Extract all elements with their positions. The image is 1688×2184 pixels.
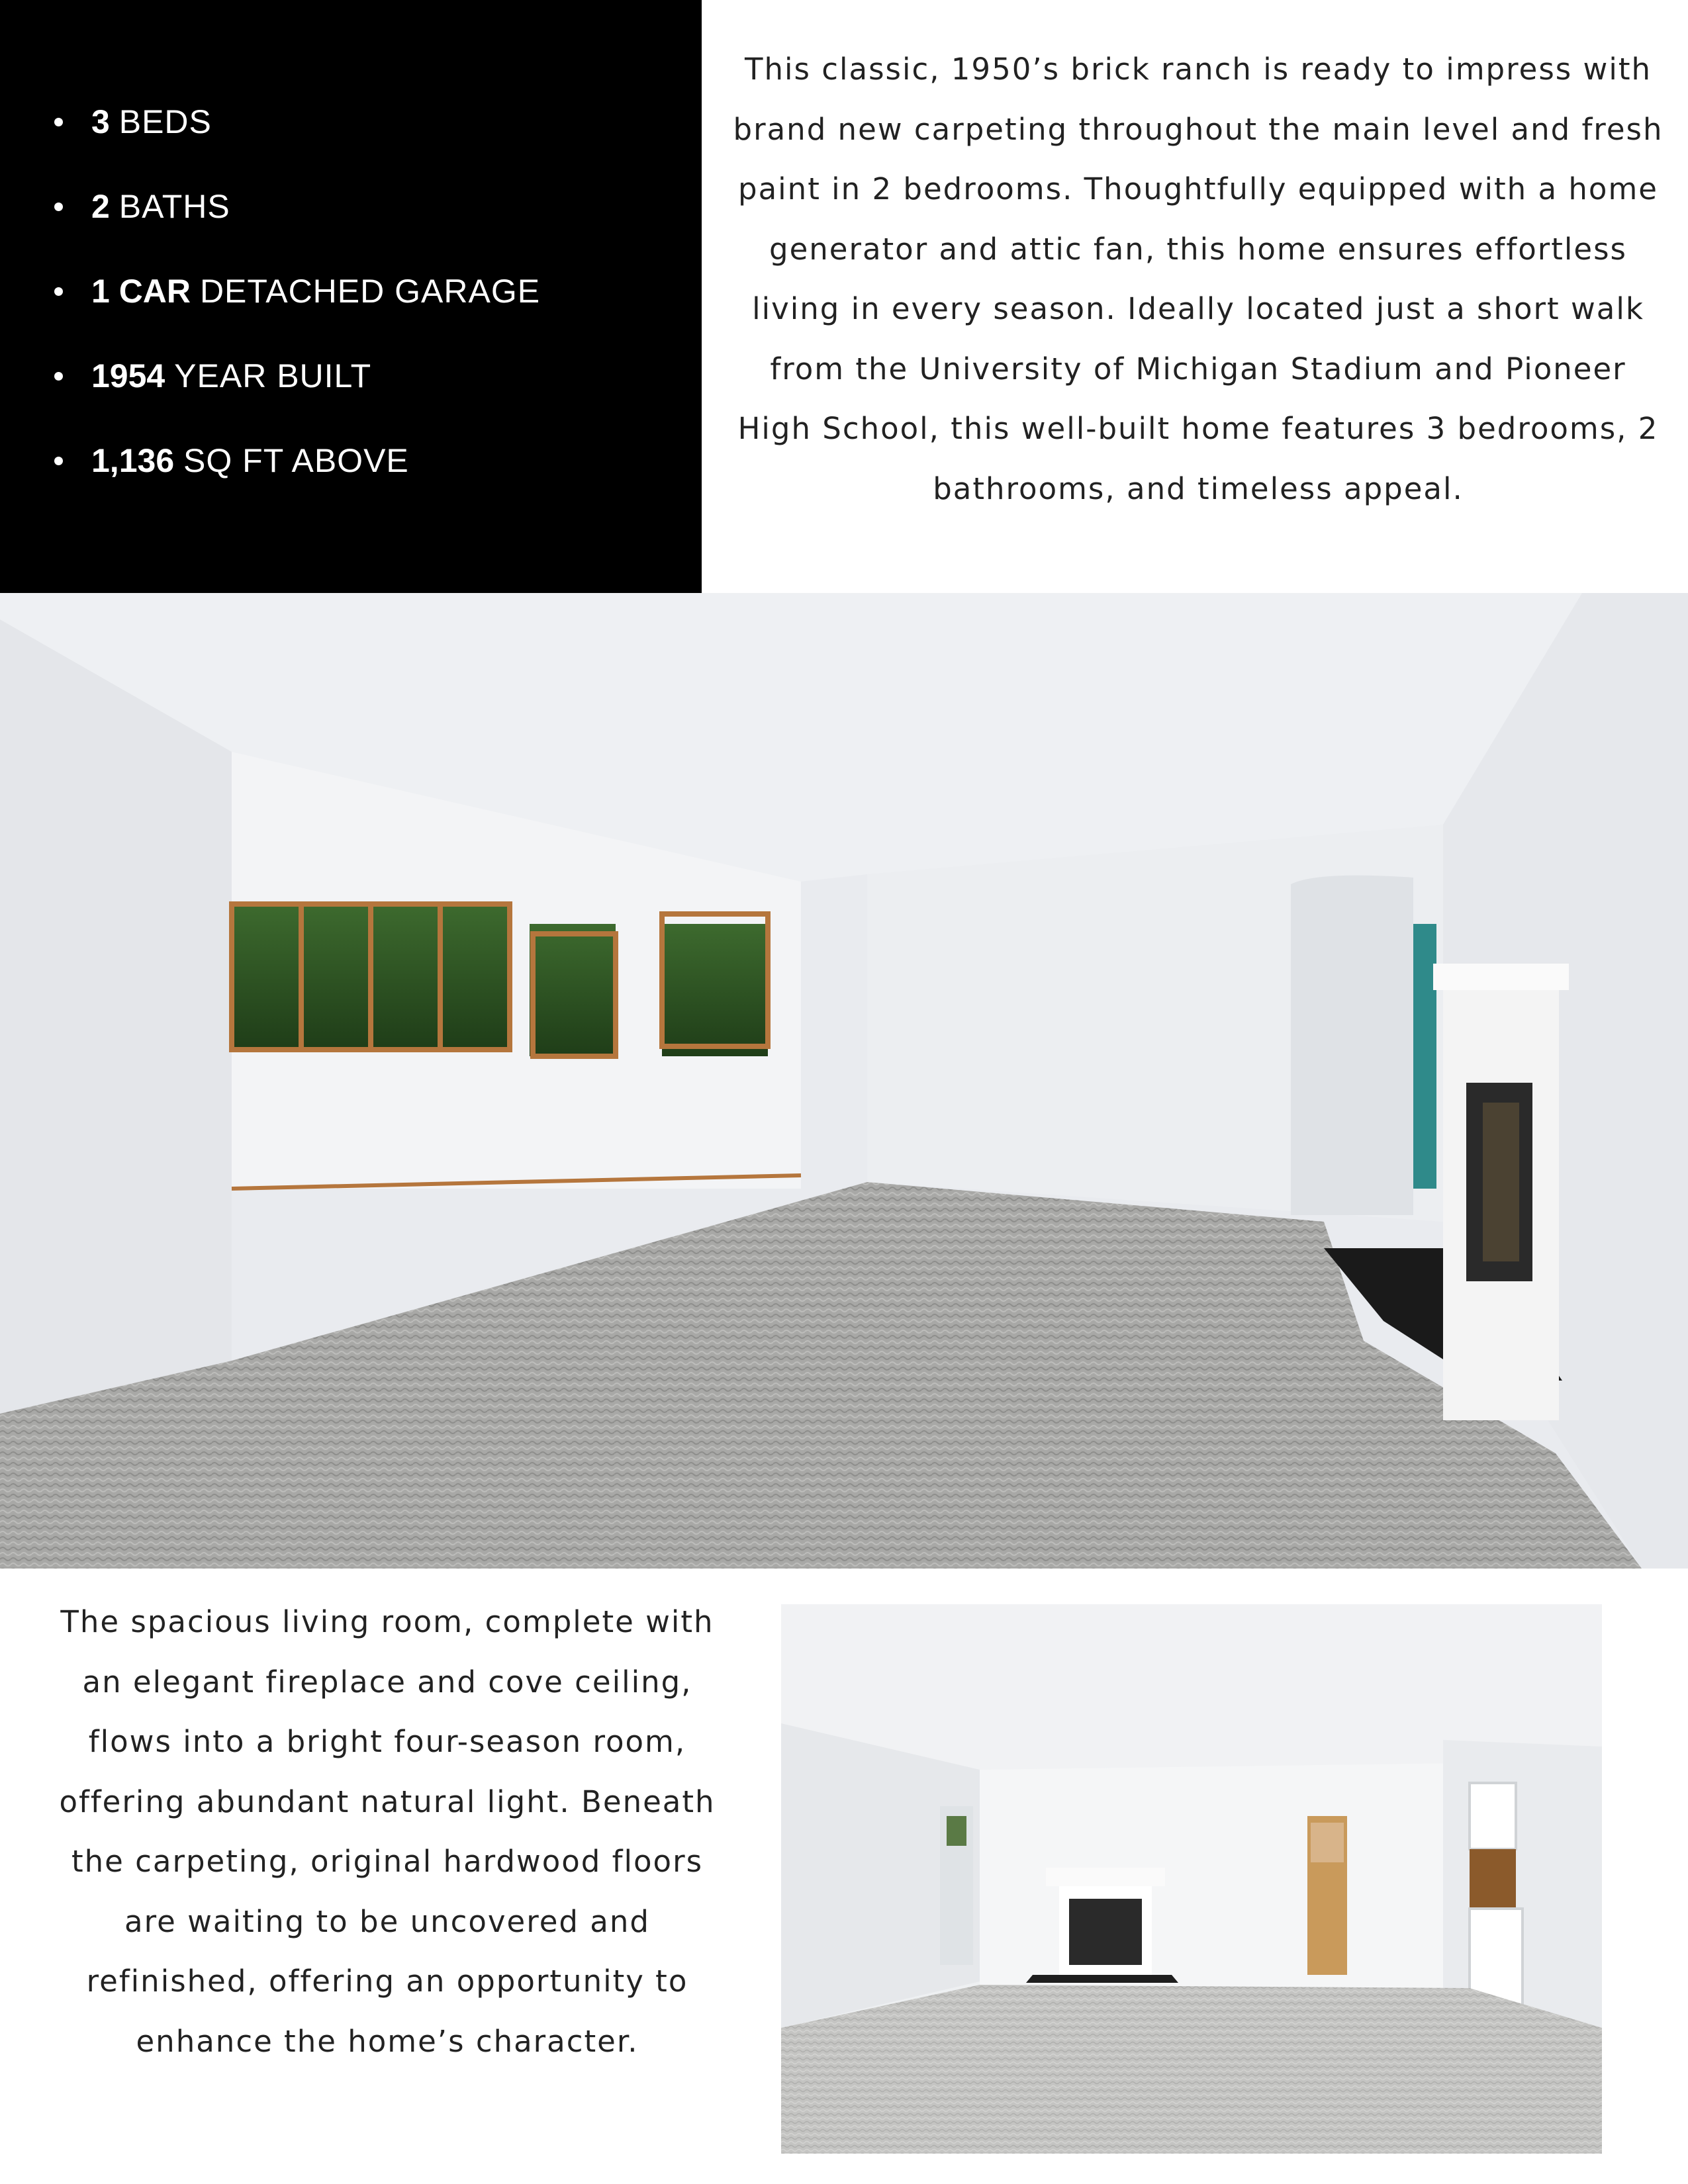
living-room-photo-2 xyxy=(781,1604,1602,2154)
stat-garage xyxy=(53,263,540,348)
stat-label: BATHS xyxy=(118,188,230,225)
property-stats-panel xyxy=(0,0,702,593)
stat-number: 1 CAR xyxy=(91,273,191,310)
stat-number: 3 xyxy=(91,103,110,140)
stat-number: 1954 xyxy=(91,357,165,394)
living-room-description: The spacious living room, complete with an elegant fireplace and cove ceiling, flows into a bright four-season room, offering abundant natural light. Beneath the carpeting, original hardwood floors are waiting to be uncovered and refinished, offering an opportunity to enhance the home’s character. xyxy=(59,1604,716,2059)
stat-square-feet xyxy=(53,433,540,518)
living-room-photo xyxy=(0,593,1688,1569)
stat-number: 2 xyxy=(91,188,110,225)
stat-label: DETACHED GARAGE xyxy=(199,273,541,310)
stat-baths xyxy=(53,179,540,263)
stat-label: SQ FT ABOVE xyxy=(183,442,409,479)
property-stats-list xyxy=(53,94,540,518)
stat-number: 1,136 xyxy=(91,442,175,479)
stat-label: BEDS xyxy=(118,103,212,140)
stat-beds xyxy=(53,94,540,179)
property-description: This classic, 1950’s brick ranch is ready to impress with brand new carpeting throughout the main level and fresh paint in 2 bedrooms. Thoughtfully equipped with a home generator and attic fan, this home ensures effortless living in every season. Ideally located just a short walk from the University of Michigan Stadium and Pioneer High School, this well-built home features 3 bedrooms, 2 bathrooms, and timeless appeal. xyxy=(733,52,1664,506)
stat-label: YEAR BUILT xyxy=(174,357,372,394)
stat-year-built xyxy=(53,348,540,433)
